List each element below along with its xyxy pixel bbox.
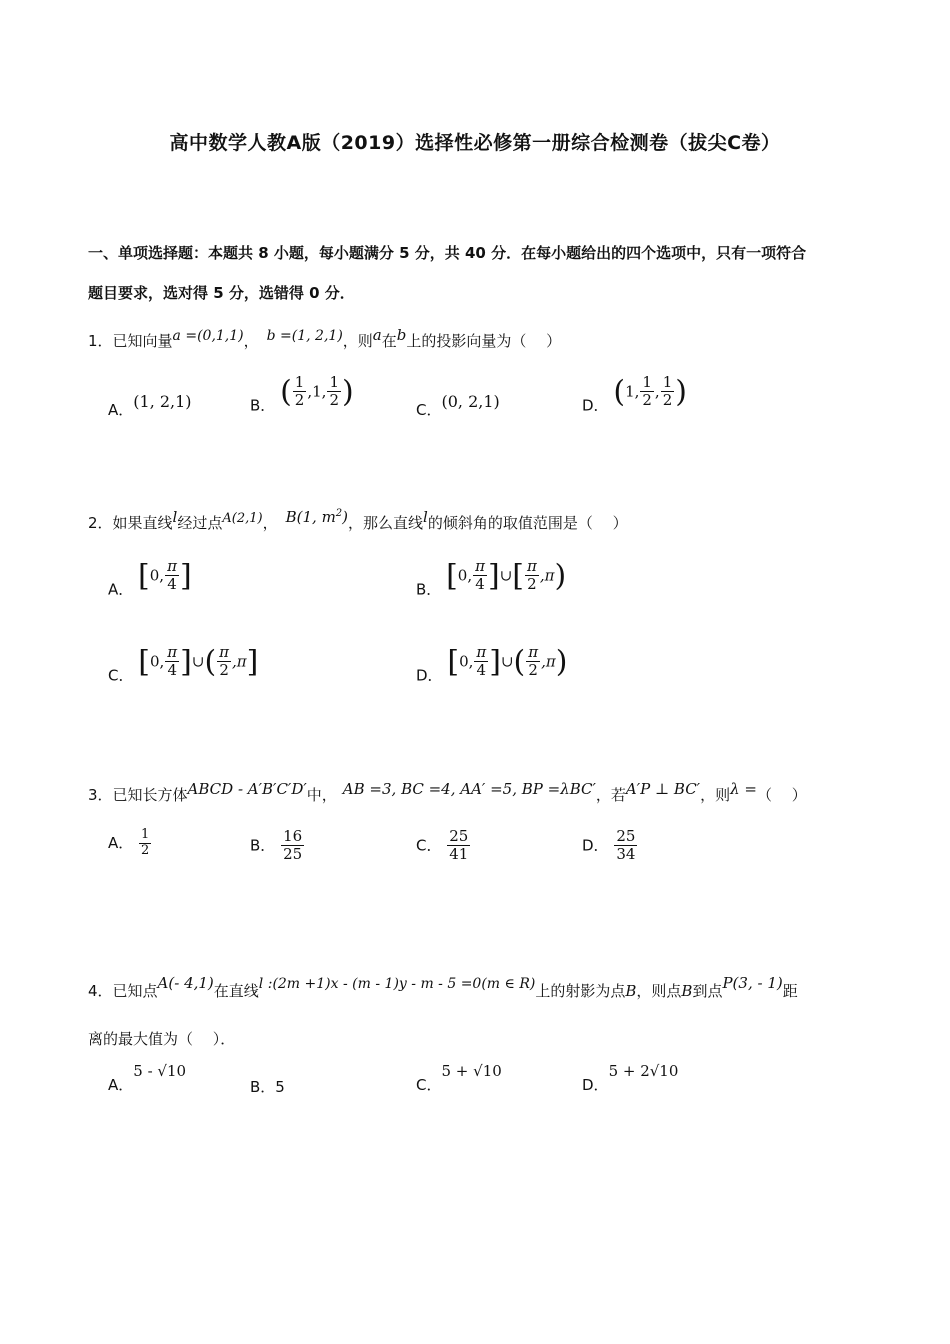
q1-option-c[interactable] [416,392,500,420]
q2-option-d[interactable]: D． [0, $\frac{\pi}{4}$ ]∪( $\frac{\pi}{2}$ ,π) [416,643,568,685]
q1-sep: ， [243,332,259,350]
q1-option-a[interactable] [108,392,192,420]
q4-point-p: P(3, - 1) [722,974,783,992]
q2-point-a: A(2,1) [222,511,263,526]
q4-option-d[interactable] [582,1062,678,1095]
page-title: 高中数学人教A版（2019）选择性必修第一册综合检测卷（拔尖C卷） [169,132,781,154]
q1-text4: 上的投影向量为（ ） [406,332,562,350]
q3-option-b[interactable]: B． $\frac{16}{25}$ [250,827,303,864]
q1-option-a-value: (1, 2,1) [133,392,192,411]
question-1-stem [88,326,561,351]
q3-text3: ，则 [700,786,731,804]
q3-solid: ABCD - A′B′C′D′ [187,780,307,798]
q1-option-d[interactable]: D． (1, $\frac{1}{2}$ , $\frac{1}{2}$ ) [582,373,687,415]
section-heading-line1: 一、单项选择题：本题共 8 小题，每小题满分 5 分，共 40 分．在每小题给出的四个选项中，只有一项符合 [88,244,807,262]
q4-text2: 上的射影为点 [535,982,626,1000]
question-4-stem [88,974,798,1001]
q3-text4: （ ） [756,786,807,804]
q1-text2: ，则 [342,332,373,350]
q4-text3: ，则点 [636,982,682,1000]
option-label: A． [108,580,134,599]
q2-text1: 经过点 [177,514,223,532]
q4-option-c[interactable] [416,1062,502,1095]
option-label: D． [582,1076,609,1094]
q2-option-c[interactable]: C． [0, $\frac{\pi}{4}$ ]∪( $\frac{\pi}{2}$ ,π] [108,643,259,685]
q4-option-b-value: 5 [275,1078,285,1096]
q4-option-d-value: 5 + 2√10 [608,1062,679,1080]
option-label: C． [416,1076,442,1094]
option-label: C． [416,836,442,855]
q1-b: b [396,326,407,344]
q3-option-c[interactable]: C． $\frac{25}{41}$ [416,827,469,864]
q4-text4: 到点 [692,982,723,1000]
q3-perp: A′P ⊥ BC′ [625,780,701,798]
q4-option-a[interactable] [108,1062,186,1095]
q2-sep: ， [262,514,278,532]
option-label: B． [250,1078,276,1096]
q2-l2: l [423,508,428,526]
option-label: B． [416,580,442,599]
q2-point-b: B(1, $m^2$) [285,508,349,526]
q2-l: l [172,508,178,526]
q3-conditions: AB =3, BC =4, AA′ =5, BP =λBC′ [342,780,596,798]
q3-text2: ，若 [595,786,626,804]
option-label: B． [250,836,276,855]
option-label: D． [582,396,609,415]
option-label: D． [582,836,609,855]
option-label: D． [416,666,443,685]
q3-option-a[interactable]: A． $\frac{1}{2}$ [108,827,150,858]
q2-option-a[interactable]: A． [0, $\frac{\pi}{4}$ ] [108,557,192,599]
q2-option-b[interactable]: B． [0, $\frac{\pi}{4}$ ]∪[ $\frac{\pi}{2}$ ,π) [416,557,567,599]
q4-option-b[interactable] [250,1076,285,1097]
q4-B: B [625,982,637,1000]
q1-option-b[interactable]: B． ( $\frac{1}{2}$ ,1, $\frac{1}{2}$ ) [250,373,354,415]
option-label: C． [108,666,134,685]
q2-prefix: 2．如果直线 [88,514,173,532]
q4-prefix: 4．已知点 [88,982,158,1000]
option-label: B． [250,396,276,415]
q4-text5: 距 [782,982,798,1000]
q4-point-a: A(- 4,1) [157,974,214,992]
q3-lambda: λ = [730,780,757,798]
q2-text3: 的倾斜角的取值范围是（ ） [427,514,628,532]
q1-text3: 在 [381,332,397,350]
question-4-stem-line2: 离的最大值为（ ）． [88,1030,236,1048]
option-label: A． [108,1076,134,1094]
question-3-stem [88,780,807,805]
option-label: A． [108,401,134,419]
q4-option-c-value: 5 + √10 [441,1062,502,1080]
q1-option-c-value: (0, 2,1) [441,392,500,411]
q1-a: a [372,326,382,344]
q4-line: l :(2m +1)x - (m - 1)y - m - 5 =0(m ∈ R) [258,976,536,992]
q3-text1: 中， [306,786,337,804]
q1-prefix: 1．已知向量 [88,332,173,350]
section-heading-line2: 题目要求，选对得 5 分，选错得 0 分． [88,284,355,302]
q4-B2: B [681,982,693,1000]
q3-prefix: 3．已知长方体 [88,786,188,804]
question-2-stem [88,508,628,533]
q3-option-d[interactable]: D． $\frac{25}{34}$ [582,827,636,864]
q2-text2: ，那么直线 [348,514,424,532]
q1-vector-a: a =(0,1,1) [172,328,244,344]
option-label: A． [108,833,134,852]
q4-option-a-value: 5 - √10 [133,1062,187,1080]
option-label: C． [416,401,442,419]
q1-vector-b: b =(1, 2,1) [266,328,343,344]
q4-text1: 在直线 [213,982,259,1000]
